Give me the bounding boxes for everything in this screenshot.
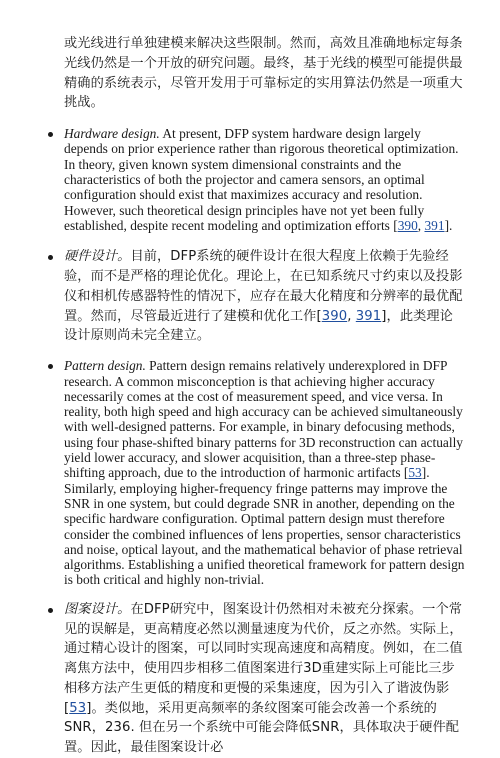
item-lead: Hardware design. [64, 126, 160, 142]
item-text: 在DFP研究中，图案设计仍然相对未被充分探索。一个常见的误解是，更高精度必然以测量速度为代价，反之亦然。实际上，通过精心设计的图案，可以同时实现高速度和高精度。例如，在二值离焦方法中，使用四步相移二值图案进行3D重建实际上可能比三步相移方法产生更低的精度和更慢的采集速度，因为引入了谐波伪影[ [64, 601, 463, 716]
list-item-pattern-en [64, 358, 466, 587]
bullet-icon [48, 255, 53, 260]
citation-link[interactable]: 53 [408, 465, 422, 481]
citation-sep: , [347, 308, 356, 324]
list-item-hardware-cn [64, 247, 466, 346]
item-text: Pattern design remains relatively underexplored in DFP research. A common misconception is that achieving higher accuracy necessarily comes at the cost of measurement speed, and vice versa. In reality, both high speed and high accuracy can be achieved simultaneously with well-designed patterns. For example, in binary defocusing methods, using four phase-shifted binary patterns for 3D reconstruction can actually yield lower accuracy, and slower acquisition, than a three-step phase-shifting approach, due to the introduction of harmonic artifacts [ [64, 358, 463, 481]
citation-link[interactable]: 390 [397, 217, 418, 233]
citation-link[interactable]: 391 [355, 308, 382, 324]
citation-link[interactable]: 53 [69, 700, 87, 716]
item-tail: ]. [444, 217, 453, 233]
list-item-hardware-en [64, 126, 466, 233]
item-lead: Pattern design. [64, 358, 146, 374]
item-text-continued: ]. Similarly, employing higher-frequency fringe patterns may improve the SNR in one system, but could degrade SNR in another, depending on the specific hardware configuration. Optimal pattern design must therefore consider the combined influences of lens properties, sensor characteristics and noise, optical layout, and the mathematical behavior of phase retrieval algorithms. Establishing a unified theoretical framework for pattern design is both critical and highly non-trivial. [64, 465, 465, 588]
item-text-continued: ]。类似地，采用更高频率的条纹图案可能会改善一个系统的SNR，236. 但在另一个系统中可能会降低SNR，具体取决于硬件配置。因此，最佳图案设计必 [64, 700, 460, 756]
list-item-pattern-cn [64, 600, 466, 758]
bullet-icon [48, 608, 53, 613]
bullet-icon [48, 132, 53, 137]
citation-link[interactable]: 390 [321, 308, 348, 324]
citation-sep: , [417, 217, 425, 233]
bullet-icon [48, 364, 53, 369]
item-lead: 硬件设计。 [64, 249, 131, 265]
item-lead: 图案设计。 [64, 601, 131, 617]
item-tail: ]，此类理论设计原则尚未完全建立。 [64, 308, 453, 344]
top-paragraph: 或光线进行单独建模来解决这些限制。然而，高效且准确地标定每条光线仍然是一个开放的研究问题。最终，基于光线的模型可能提供最精确的系统表示，尽管开发用于可靠标定的实用算法仍然是一项重大挑战。 [64, 36, 463, 111]
citation-link[interactable]: 391 [424, 217, 445, 233]
item-text: 目前，DFP系统的硬件设计在很大程度上依赖于先验经验，而不是严格的理论优化。理论上，在已知系统尺寸约束以及投影仪和相机传感器特性的情况下，应存在最大化精度和分辨率的最优配置。然而，尽管最近进行了建模和优化工作[ [64, 249, 463, 324]
item-text: At present, DFP system hardware design largely depends on prior experience rather than rigorous theoretical optimization. In theory, given known system dimensional constraints and the characteristics of both the projector and camera sensors, an optimal configuration should exist that maximizes accuracy and resolution. However, such theoretical design principles have not yet been fully established, despite recent modeling and optimization efforts [ [64, 126, 459, 233]
